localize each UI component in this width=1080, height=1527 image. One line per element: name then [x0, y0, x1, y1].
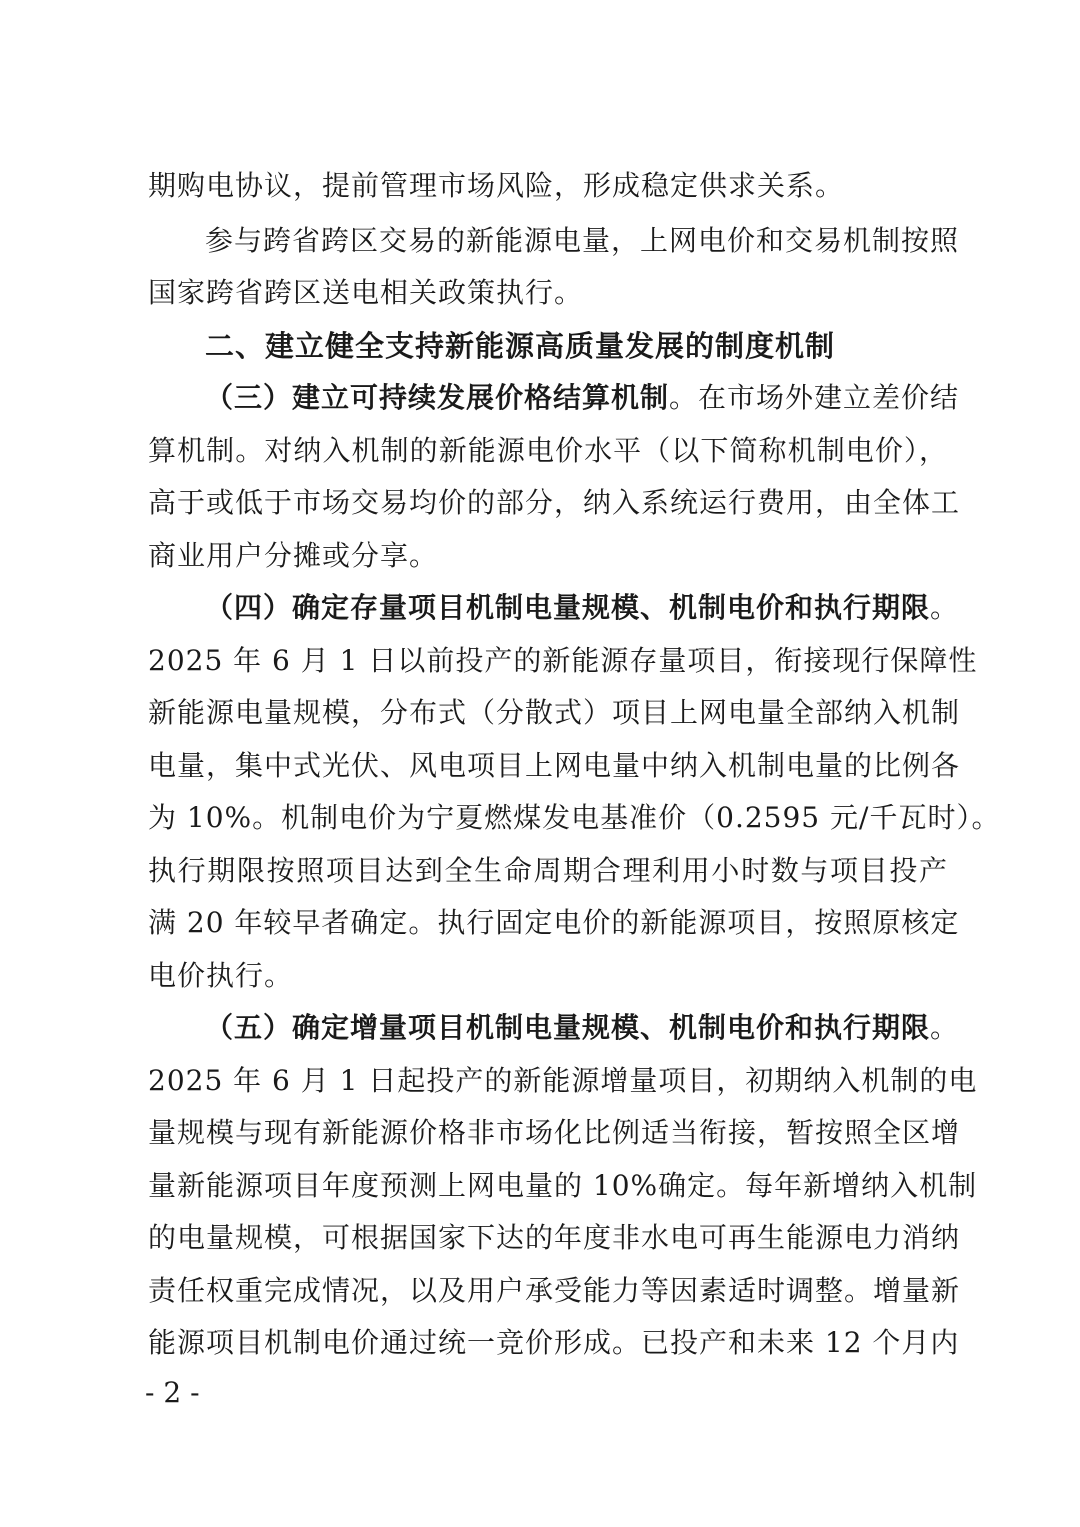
paragraph-line: 商业用户分摊或分享。 [148, 539, 439, 572]
paragraph-line: 2025 年 6 月 1 日以前投产的新能源存量项目，衔接现行保障性 [148, 644, 978, 677]
paragraph-text: 。 [930, 591, 960, 624]
paragraph-line: 能源项目机制电价通过统一竞价形成。已投产和未来 12 个月内 [148, 1326, 960, 1359]
paragraph-text: 。 [930, 1011, 960, 1044]
paragraph-text: 。在市场外建立差价结 [669, 381, 960, 414]
page-number: - 2 - [145, 1376, 200, 1409]
paragraph-line: 2025 年 6 月 1 日起投产的新能源增量项目，初期纳入机制的电 [148, 1064, 978, 1097]
paragraph-line: 新能源电量规模，分布式（分散式）项目上网电量全部纳入机制 [148, 696, 961, 729]
paragraph-line: 满 20 年较早者确定。执行固定电价的新能源项目，按照原核定 [148, 906, 960, 939]
paragraph-line [205, 588, 960, 628]
paragraph-lead: （五）确定增量项目机制电量规模、机制电价和执行期限 [205, 1011, 931, 1044]
paragraph-line: 国家跨省跨区送电相关政策执行。 [148, 276, 584, 309]
paragraph-line [205, 378, 960, 418]
paragraph-line: 责任权重完成情况，以及用户承受能力等因素适时调整。增量新 [148, 1274, 961, 1307]
paragraph-line: 参与跨省跨区交易的新能源电量，上网电价和交易机制按照 [205, 224, 960, 257]
paragraph-line: 为 10%。机制电价为宁夏燃煤发电基准价（0.2595 元/千瓦时）。 [148, 801, 1001, 834]
paragraph-lead: （三）建立可持续发展价格结算机制 [205, 381, 670, 414]
paragraph-line [205, 1008, 960, 1048]
paragraph-line: 高于或低于市场交易均价的部分，纳入系统运行费用，由全体工 [148, 486, 961, 519]
paragraph-line: 的电量规模，可根据国家下达的年度非水电可再生能源电力消纳 [148, 1221, 961, 1254]
paragraph-line: 期购电协议，提前管理市场风险，形成稳定供求关系。 [148, 169, 845, 202]
paragraph-line: 执行期限按照项目达到全生命周期合理利用小时数与项目投产 [148, 854, 948, 887]
paragraph-line: 电量，集中式光伏、风电项目上网电量中纳入机制电量的比例各 [148, 749, 961, 782]
section-heading: 二、建立健全支持新能源高质量发展的制度机制 [205, 329, 836, 363]
paragraph-line: 算机制。对纳入机制的新能源电价水平（以下简称机制电价）， [148, 434, 948, 467]
paragraph-line: 量新能源项目年度预测上网电量的 10%确定。每年新增纳入机制 [148, 1169, 978, 1202]
paragraph-lead: （四）确定存量项目机制电量规模、机制电价和执行期限 [205, 591, 931, 624]
paragraph-line: 量规模与现有新能源价格非市场化比例适当衔接，暂按照全区增 [148, 1116, 961, 1149]
paragraph-line: 电价执行。 [148, 959, 294, 992]
